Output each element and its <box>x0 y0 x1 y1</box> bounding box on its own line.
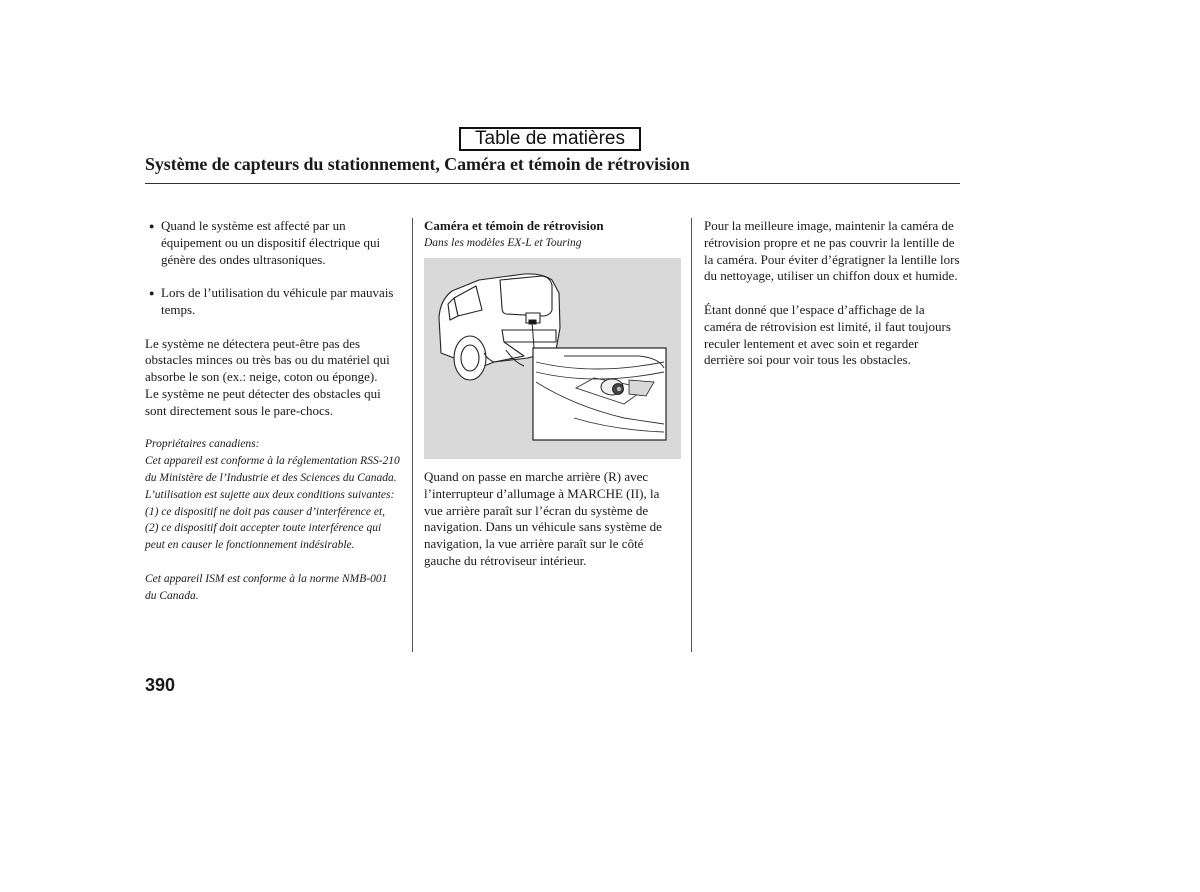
paragraph-under-bumper: Le système ne peut détecter des obstacles qui sont directement sous le pare-chocs. <box>145 385 381 418</box>
bullet-item <box>145 285 400 319</box>
rearview-camera-illustration <box>424 258 681 459</box>
column-divider-left <box>412 218 413 652</box>
section-heading: Caméra et témoin de rétrovision <box>424 218 604 233</box>
camera-cleaning-tip: Pour la meilleure image, maintenir la caméra de rétrovision propre et ne pas couvrir la lentille de la caméra. Pour éviter d’égratigner la lentille lors du nettoyage, utiliser un chiffon doux et humide. <box>704 218 960 284</box>
middle-column <box>424 218 681 252</box>
left-column <box>145 218 400 604</box>
ism-compliance-text: Cet appareil ISM est conforme à la norme NMB-001 du Canada. <box>145 572 388 602</box>
vehicle-camera-drawing <box>424 258 681 459</box>
page-title: Système de capteurs du stationnement, Caméra et témoin de rétrovision <box>145 154 690 174</box>
canada-heading: Propriétaires canadiens: <box>145 438 260 451</box>
reversing-caution: Étant donné que l’espace d’affichage de la caméra de rétrovision est limité, il faut toujours reculer lentement et avec soin et regarder derrière soi pour voir tous les obstacles. <box>704 301 951 368</box>
title-divider <box>145 183 960 184</box>
bullet-item <box>145 218 400 268</box>
camera-description: Quand on passe en marche arrière (R) avec l’interrupteur d’allumage à MARCHE (II), la vue arrière paraît sur l’écran du système de navigation. Dans un véhicule sans système de navigation, la vue arrière paraît sur le côté gauche du rétroviseur intérieur. <box>424 469 662 568</box>
section-subheading: Dans les modèles EX-L et Touring <box>424 236 582 249</box>
bullet-icon: ● <box>149 221 155 231</box>
middle-column-body <box>424 469 681 570</box>
table-of-contents-button[interactable]: Table de matières <box>459 127 641 151</box>
column-divider-right <box>691 218 692 652</box>
bullet-text: Quand le système est affecté par un équipement ou un dispositif électrique qui génère des ondes ultrasoniques. <box>161 218 381 267</box>
bullet-text: Lors de l’utilisation du véhicule par mauvais temps. <box>161 285 394 317</box>
page-number: 390 <box>145 675 176 695</box>
bullet-icon: ● <box>149 288 155 299</box>
right-column <box>704 218 961 369</box>
paragraph-thin-obstacles: Le système ne détectera peut-être pas des obstacles minces ou très bas ou du matériel qui absorbe le son (ex.: neige, coton ou éponge). <box>145 335 390 385</box>
canada-regulation-text: Cet appareil est conforme à la réglementation RSS-210 du Ministère de l’Industrie et des Sciences du Canada. L’utilisation est sujette aux deux conditions suivantes: (1) ce dispositif ne doit pas causer d’interférence et, (2) ce dispositif doit accepter toute interférence qui peut en causer le fonctionnement indésirable. <box>145 455 400 552</box>
